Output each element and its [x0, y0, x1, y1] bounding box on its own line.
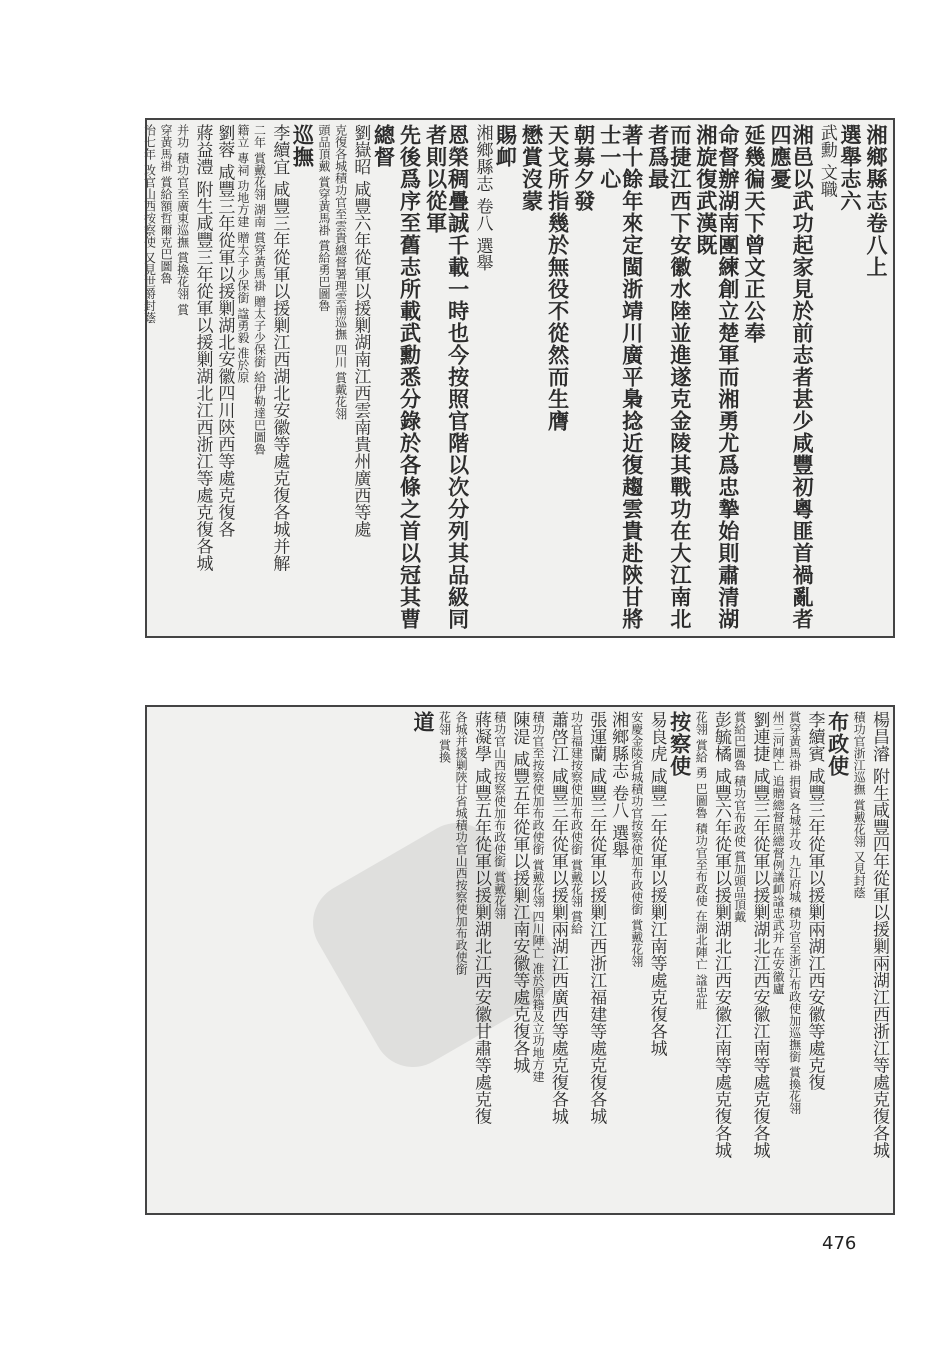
lower-text-column: 州三河陣亡 追贈總督照總督例議卹諡忠武并 在安徽廬	[771, 711, 786, 995]
upper-text-column: 籍立 專祠 功地方建 贈太子少保銜 諡勇毅 准於原	[235, 124, 250, 384]
lower-text-column: 賞給巴圖魯 積功官布政使 賞加頭品頂戴	[732, 711, 747, 923]
lower-text-column: 易良虎 咸豐二年從軍以援剿江南等處克復各城	[646, 711, 667, 1057]
lower-text-column: 劉連捷 咸豐三年從軍以援剿湖北江西安徽江南等處克復各城	[749, 711, 770, 1159]
lower-page	[145, 705, 895, 1215]
upper-text-column: 二年 賞戴花翎 湖南 賞穿黃馬褂 贈太子少保銜 給伊勒達巴圖魯	[252, 124, 267, 456]
lower-text-column: 按察使	[667, 711, 693, 777]
upper-page	[142, 118, 895, 638]
lower-text-column: 陳湜 咸豐五年從軍以援剿江南安徽等處克復各城	[509, 711, 530, 1074]
lower-text-column: 道	[410, 711, 436, 733]
upper-text-column: 頭品頂戴 賞穿黃馬褂 賞給勇巴圖魯	[316, 124, 331, 312]
lower-text-column: 積功官山西按察使加布政使銜 賞戴花翎	[492, 711, 507, 919]
upper-text-column: 穿黃馬褂 賞給額哲爾克巴圖魯	[159, 124, 174, 284]
upper-text-column: 蔣益澧 附生咸豐三年從軍以援剿湖北江西浙江等處克復各城	[192, 124, 213, 572]
page-number: 476	[822, 1233, 857, 1254]
upper-text-column: 劉嶽昭 咸豐六年從軍以援剿湖南江西雲南貴州廣西等處	[350, 124, 371, 538]
upper-columns	[142, 118, 895, 638]
upper-text-column: 著十餘年來定閩浙靖川廣平梟捻近復趨雲貴赴陝甘將士一心	[597, 124, 645, 630]
lower-text-column: 布政使	[825, 711, 851, 777]
upper-header: 湘鄉縣志卷八上	[864, 124, 889, 278]
lower-text-column: 各城并援剿陝甘省城積功官山西按察使加布政使銜	[454, 711, 469, 975]
lower-text-column: 彭毓橘 咸豐六年從軍以援剿湖北江西安徽江南等處克復各城	[711, 711, 732, 1159]
lower-text-column: 湘鄉縣志 卷八 選舉	[608, 711, 629, 858]
upper-text-column: 并功 積功官至廣東巡撫 賞換花翎 賞	[175, 124, 190, 316]
lower-columns	[145, 705, 895, 1215]
upper-text-column: 朝募夕發	[571, 124, 597, 212]
upper-text-column: 恩榮稠疊誠千載一時也今按照官階以次分列其品級同者則以從軍	[423, 124, 471, 630]
upper-text-column: 巡撫	[290, 124, 316, 168]
upper-text-column: 湘鄉縣志 卷八 選舉	[472, 124, 493, 271]
lower-text-column: 安慶金陵省城積功官按察使加布政使銜 賞戴花翎	[629, 711, 644, 967]
upper-text-column: 總督	[371, 124, 397, 168]
lower-text-column: 李續賓 咸豐三年從軍以援剿兩湖江西安徽等處克復	[804, 711, 825, 1091]
upper-text-column: 命督辦湖南團練創立楚軍而湘勇尤爲忠摯始則肅清湖湘旋復武漢既	[693, 124, 741, 630]
lower-text-column: 功官福建按察使加布政使銜 賞戴花翎 賞給	[569, 711, 584, 935]
upper-text-column: 李續宜 咸豐三年從軍以援剿江西湖北安徽等處克復各城并解	[269, 124, 290, 572]
lower-text-column: 積功官浙江巡撫 賞戴花翎 又見封蔭	[852, 711, 867, 899]
upper-text-column: 治七年 改官山西按察使 又見世爵封蔭	[142, 124, 157, 324]
lower-text-column: 花翎 賞給 勇 巴圖魯 積功官至布政使 在湖北陣亡 諡忠壯	[694, 711, 709, 1010]
lower-text-column: 蕭啓江 咸豐三年從軍以援剿兩湖江西廣西等處克復各城	[547, 711, 568, 1125]
lower-text-column: 蔣凝學 咸豐五年從軍以援剿湖北江西安徽甘肅等處克復	[470, 711, 491, 1125]
upper-text-column: 延幾徧天下曾文正公奉	[741, 124, 767, 344]
upper-text-column: 天戈所指幾於無役不從然而生膺	[545, 124, 571, 432]
lower-text-column: 花翎 賞換	[437, 711, 452, 763]
lower-text-column: 張運蘭 咸豐三年從軍以援剿江西浙江福建等處克復各城	[586, 711, 607, 1125]
lower-text-column: 賞穿黃馬褂 捐資 各城并攻 九江府城 積功官至浙江布政使加巡撫銜 賞換花翎	[787, 711, 802, 1115]
upper-text-column: 而捷江西下安徽水陸並進遂克金陵其戰功在大江南北者爲最	[645, 124, 693, 630]
lower-text-column: 楊昌濬 附生咸豐四年從軍以援剿兩湖江西浙江等處克復各城	[869, 711, 889, 1159]
upper-text-column: 克復各城積功官至雲貴總督署理雲南巡撫 四川 賞戴花翎	[333, 124, 348, 420]
upper-text-column: 懋賞沒蒙	[519, 124, 545, 212]
upper-text-column: 湘邑以武功起家見於前志者甚少咸豐初粵匪首禍亂者四應憂	[768, 124, 816, 630]
lower-text-column: 積功官至按察使加布政使銜 賞戴花翎 四川陣亡 准於原籍及立功地方建	[531, 711, 545, 1083]
upper-text-column: 劉蓉 咸豐三年從軍以援剿湖北安徽四川陝西等處克復各	[214, 124, 235, 538]
upper-text-column: 賜卹	[493, 124, 519, 168]
upper-text-column: 先後爲序至舊志所載武勳悉分錄於各條之首以冠其曹	[397, 124, 423, 630]
upper-text-column: 選舉志六	[837, 124, 863, 212]
upper-text-column: 武勳 文職	[816, 124, 837, 198]
